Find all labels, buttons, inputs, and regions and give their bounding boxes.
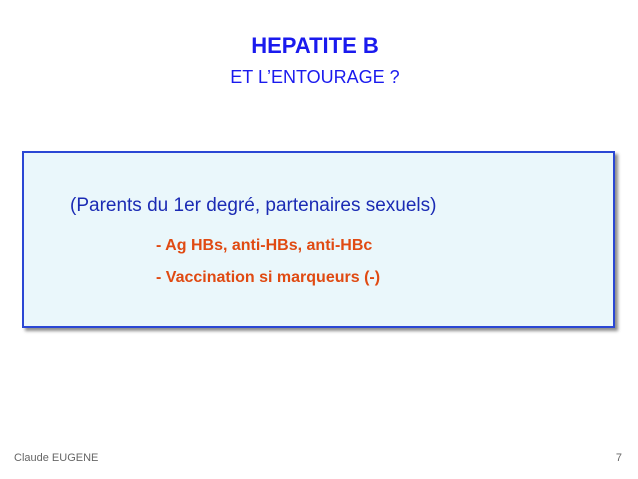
title-block: [180, 33, 450, 88]
box-heading: (Parents du 1er degré, partenaires sexuels): [70, 195, 437, 216]
slide-title: HEPATITE B: [251, 33, 379, 58]
footer-author: Claude EUGENE: [14, 452, 99, 464]
bullet-markers: - Ag HBs, anti-HBs, anti-HBc: [156, 237, 373, 254]
footer-page-number: 7: [615, 452, 622, 464]
bullet-vaccination: - Vaccination si marqueurs (-): [156, 269, 381, 286]
slide-subtitle: ET L’ENTOURAGE ?: [230, 67, 400, 87]
